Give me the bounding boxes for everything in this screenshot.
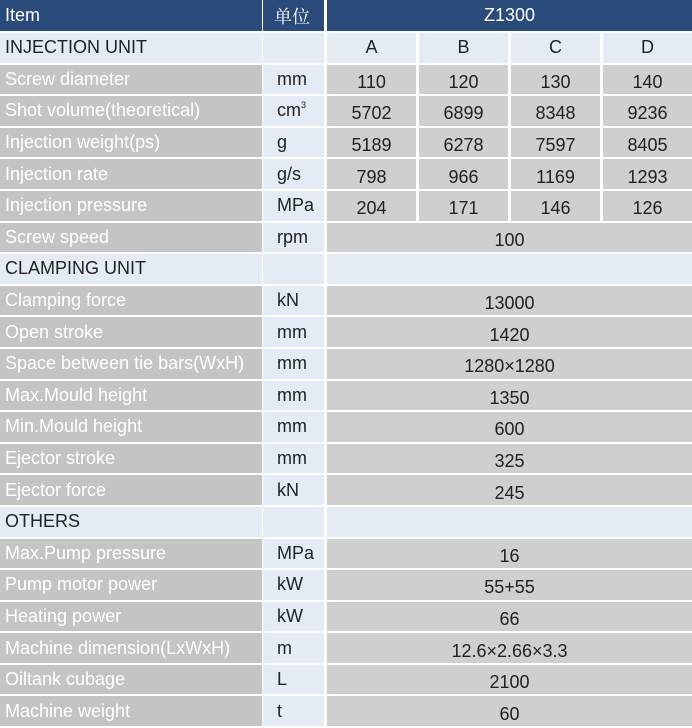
- table-row: [0, 381, 692, 413]
- row-unit: [262, 570, 324, 602]
- row-value: 5189: [324, 128, 416, 160]
- unit-text: t: [277, 700, 283, 721]
- row-value: 120: [416, 65, 508, 97]
- row-value: 55+55: [324, 570, 692, 602]
- section-unit-cell: [262, 33, 324, 65]
- row-label: Screw speed: [0, 223, 262, 255]
- unit-text: m: [277, 637, 292, 658]
- row-value: 110: [324, 65, 416, 97]
- unit-superscript: 3: [301, 100, 307, 111]
- row-value: 100: [324, 223, 692, 255]
- row-unit: [262, 349, 324, 381]
- row-value: 798: [324, 159, 416, 191]
- row-value: 66: [324, 602, 692, 634]
- table-row: [0, 286, 692, 318]
- table-row: [0, 159, 692, 191]
- row-unit: [262, 696, 324, 728]
- row-label: Machine weight: [0, 696, 262, 728]
- row-label: Min.Mould height: [0, 412, 262, 444]
- table-row: [0, 128, 692, 160]
- row-unit: [262, 412, 324, 444]
- row-value: 966: [416, 159, 508, 191]
- row-unit: [262, 65, 324, 97]
- row-label: Oiltank cubage: [0, 665, 262, 697]
- unit-text: mm: [277, 448, 307, 469]
- row-label: Screw diameter: [0, 65, 262, 97]
- unit-text: mm: [277, 321, 307, 342]
- unit-text: g: [277, 132, 288, 153]
- unit-text: kW: [277, 574, 303, 595]
- row-value: 16: [324, 539, 692, 571]
- row-value: 12.6×2.66×3.3: [324, 633, 692, 665]
- section-header-row: [0, 33, 692, 65]
- table-row: [0, 475, 692, 507]
- row-value: 60: [324, 696, 692, 728]
- row-value: 6278: [416, 128, 508, 160]
- section-header-row: [0, 507, 692, 539]
- unit-text: kN: [277, 479, 299, 500]
- row-label: Space between tie bars(WxH): [0, 349, 262, 381]
- row-value: 13000: [324, 286, 692, 318]
- unit-text: L: [277, 669, 288, 690]
- unit-text: rpm: [277, 226, 308, 247]
- row-unit: [262, 96, 324, 128]
- row-value: 245: [324, 475, 692, 507]
- row-label: Max.Mould height: [0, 381, 262, 413]
- row-unit: [262, 317, 324, 349]
- section-header-row: [0, 254, 692, 286]
- row-value: 1350: [324, 381, 692, 413]
- unit-text: cm: [277, 100, 301, 121]
- section-unit-cell: [262, 254, 324, 286]
- column-label: B: [416, 33, 508, 65]
- row-label: Injection pressure: [0, 191, 262, 223]
- table-row: [0, 570, 692, 602]
- table-row: [0, 696, 692, 728]
- row-unit: [262, 286, 324, 318]
- row-value: 9236: [600, 96, 692, 128]
- row-value: 5702: [324, 96, 416, 128]
- section-unit-cell: [262, 507, 324, 539]
- row-label: Open stroke: [0, 317, 262, 349]
- row-value: 171: [416, 191, 508, 223]
- row-unit: [262, 128, 324, 160]
- row-value: 6899: [416, 96, 508, 128]
- row-label: Clamping force: [0, 286, 262, 318]
- table-row: [0, 191, 692, 223]
- table-row: [0, 96, 692, 128]
- row-label: Ejector stroke: [0, 444, 262, 476]
- row-unit: [262, 159, 324, 191]
- table-row: [0, 539, 692, 571]
- unit-text: mm: [277, 353, 307, 374]
- row-label: Injection weight(ps): [0, 128, 262, 160]
- row-value: 325: [324, 444, 692, 476]
- row-value: 7597: [508, 128, 600, 160]
- table-row: [0, 349, 692, 381]
- section-title: CLAMPING UNIT: [0, 254, 262, 286]
- table-row: [0, 665, 692, 697]
- table-row: [0, 444, 692, 476]
- unit-text: MPa: [277, 195, 315, 216]
- row-label: Heating power: [0, 602, 262, 634]
- header-unit-label: 单位: [262, 0, 324, 33]
- column-label: C: [508, 33, 600, 65]
- row-unit: [262, 602, 324, 634]
- row-label: Shot volume(theoretical): [0, 96, 262, 128]
- table-header-row: [0, 0, 692, 33]
- row-value: 1169: [508, 159, 600, 191]
- row-unit: [262, 444, 324, 476]
- section-value-cell: [324, 507, 692, 539]
- row-unit: [262, 191, 324, 223]
- section-value-cell: [324, 254, 692, 286]
- unit-text: mm: [277, 384, 307, 405]
- row-value: 126: [600, 191, 692, 223]
- row-label: Machine dimension(LxWxH): [0, 633, 262, 665]
- table-row: [0, 602, 692, 634]
- row-unit: [262, 381, 324, 413]
- row-value: 2100: [324, 665, 692, 697]
- row-label: Pump motor power: [0, 570, 262, 602]
- row-unit: [262, 665, 324, 697]
- row-value: 600: [324, 412, 692, 444]
- row-label: Max.Pump pressure: [0, 539, 262, 571]
- unit-text: mm: [277, 68, 307, 89]
- row-unit: [262, 475, 324, 507]
- unit-text: mm: [277, 416, 307, 437]
- row-value: 1420: [324, 317, 692, 349]
- table-row: [0, 317, 692, 349]
- row-unit: [262, 633, 324, 665]
- row-unit: [262, 539, 324, 571]
- table-row: [0, 65, 692, 97]
- column-label: A: [324, 33, 416, 65]
- row-value: 146: [508, 191, 600, 223]
- row-value: 8405: [600, 128, 692, 160]
- row-label: Injection rate: [0, 159, 262, 191]
- table-row: [0, 223, 692, 255]
- column-label: D: [600, 33, 692, 65]
- header-item-label: Item: [0, 0, 262, 33]
- unit-text: kW: [277, 605, 303, 626]
- row-unit: [262, 223, 324, 255]
- row-value: 8348: [508, 96, 600, 128]
- unit-text: kN: [277, 290, 299, 311]
- row-value: 130: [508, 65, 600, 97]
- section-title: OTHERS: [0, 507, 262, 539]
- section-title: INJECTION UNIT: [0, 33, 262, 65]
- row-value: 1293: [600, 159, 692, 191]
- row-value: 204: [324, 191, 416, 223]
- unit-text: g/s: [277, 163, 302, 184]
- row-label: Ejector force: [0, 475, 262, 507]
- unit-text: MPa: [277, 542, 315, 563]
- row-value: 1280×1280: [324, 349, 692, 381]
- header-model-label: Z1300: [324, 0, 692, 33]
- row-value: 140: [600, 65, 692, 97]
- table-row: [0, 412, 692, 444]
- table-row: [0, 633, 692, 665]
